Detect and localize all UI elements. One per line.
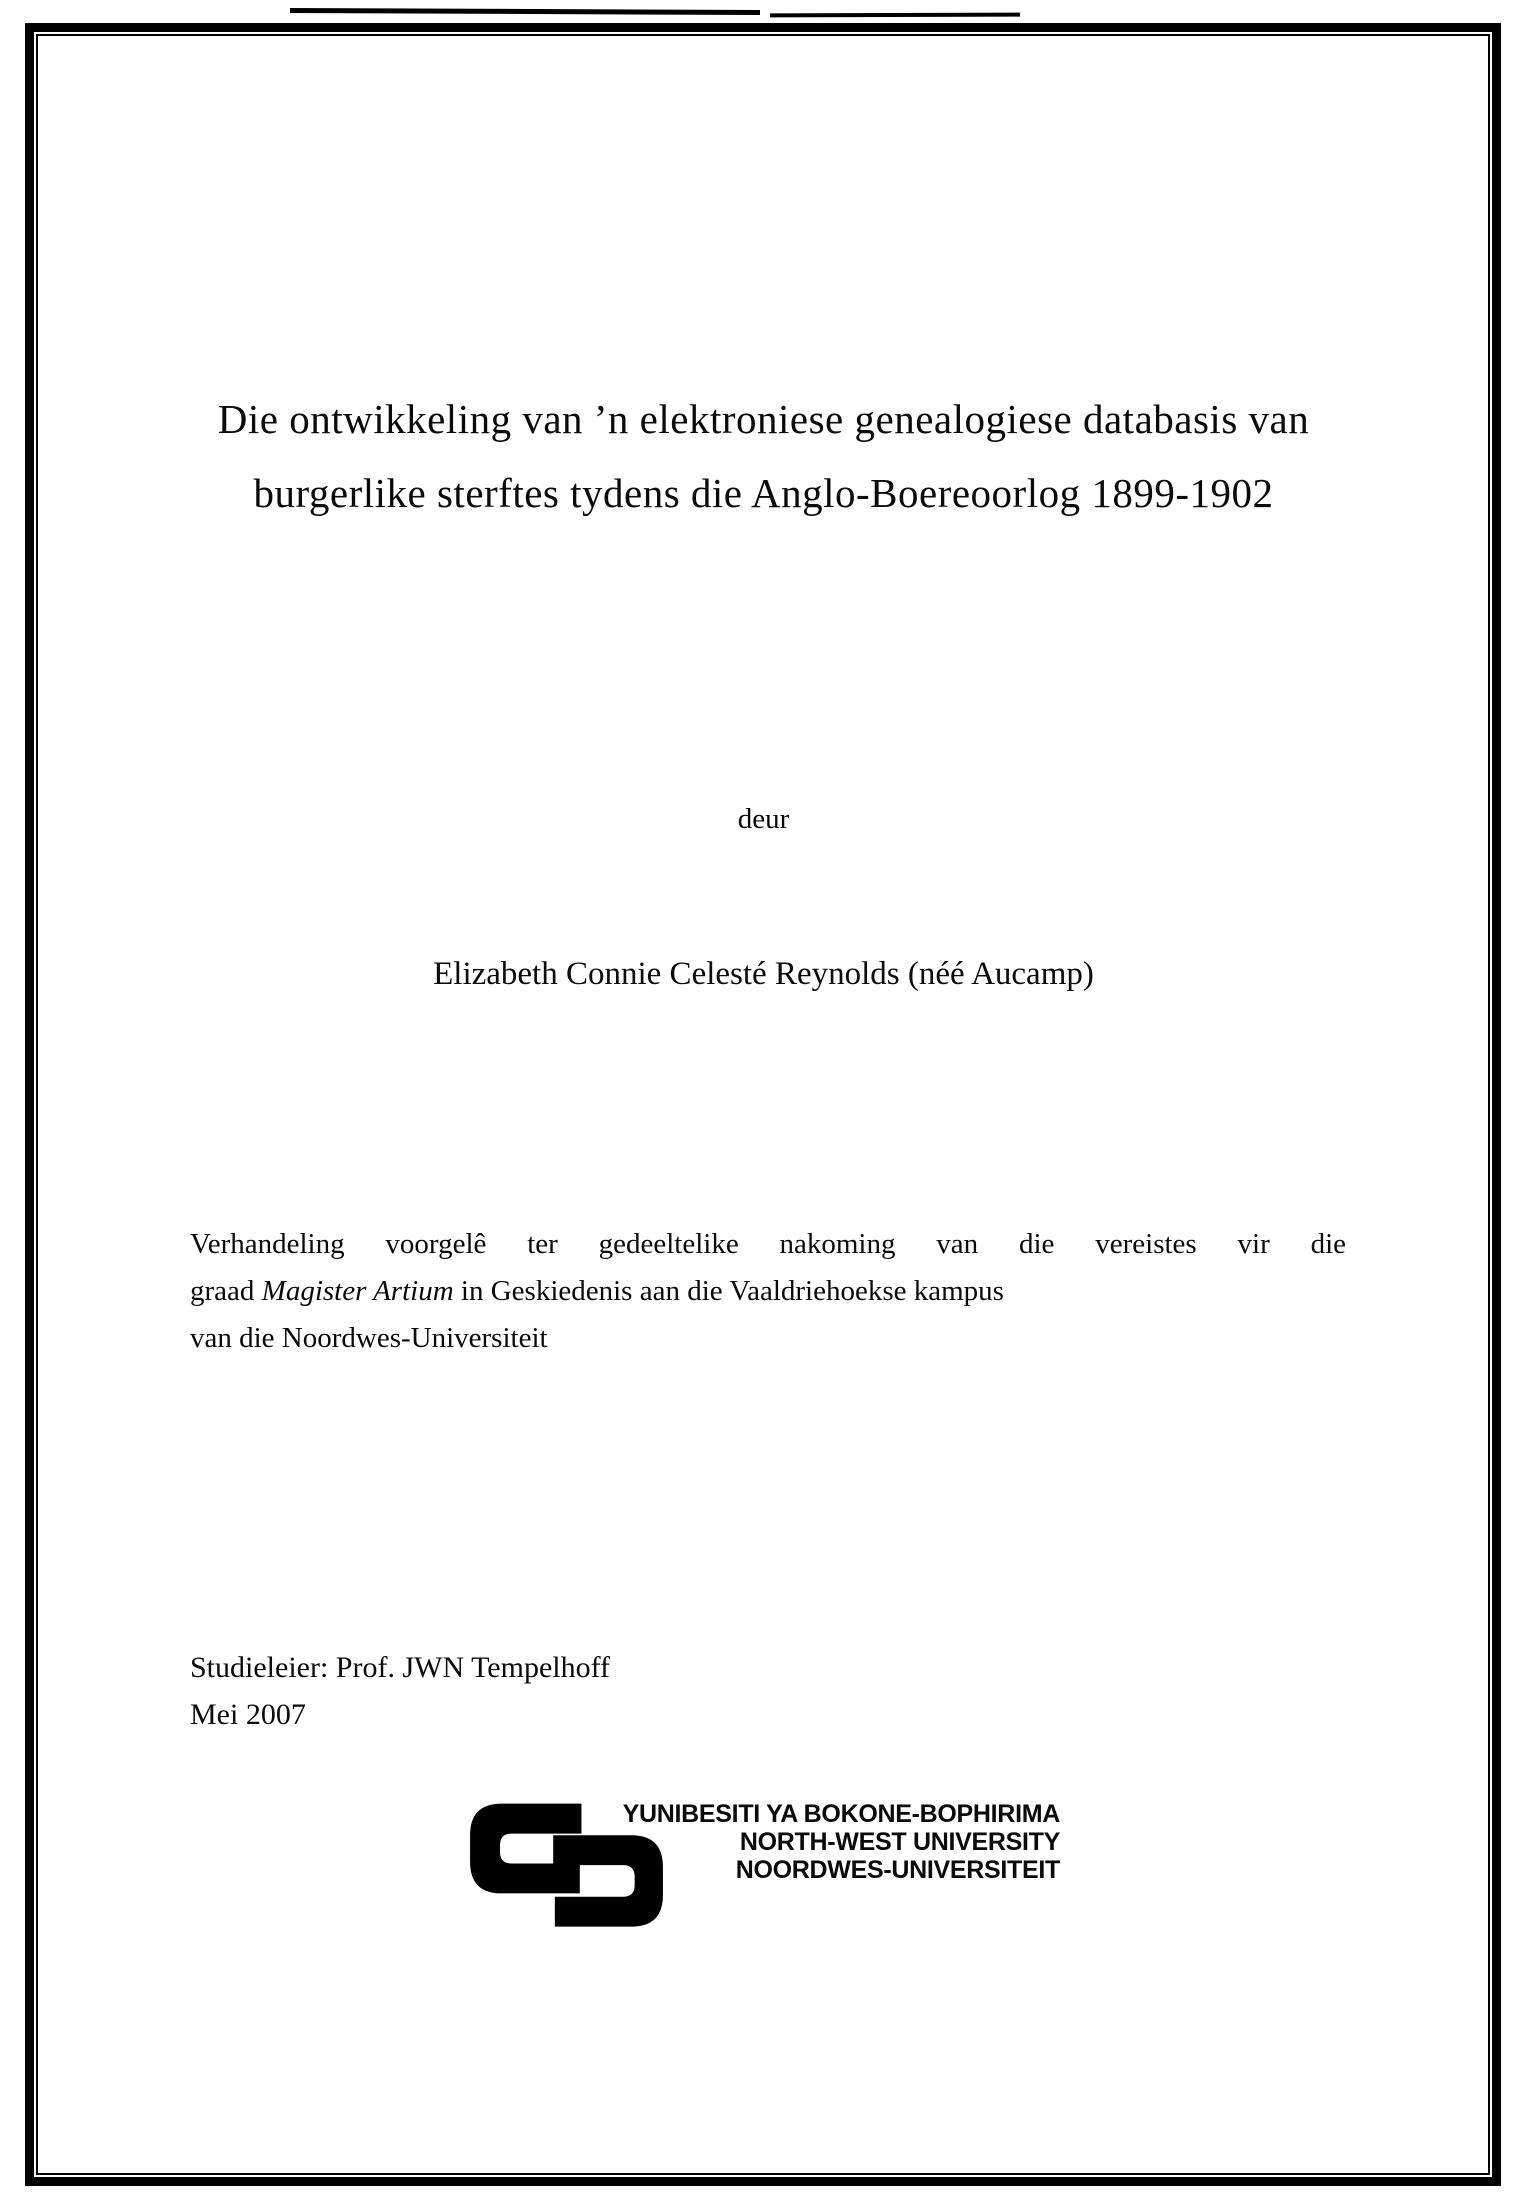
byline: deur <box>737 803 790 835</box>
scan-artifact <box>290 8 760 15</box>
supervisor-block <box>190 1644 1090 1738</box>
degree-statement-line2 <box>190 1268 1346 1315</box>
degree-statement-line3: van die Noordwes-Universiteit <box>190 1322 548 1354</box>
nwu-logo-wordmark <box>588 1800 1060 1884</box>
thesis-title-line1: Die ontwikkeling van ’n elektroniese genealogiese databasis van <box>217 396 1310 442</box>
degree-statement-line1: Verhandeling voorgelê ter gedeeltelike nakoming van die vereistes vir die <box>190 1228 1346 1260</box>
nwu-logo-line3: NOORDWES-UNIVERSITEIT <box>735 1856 1060 1884</box>
scan-artifact <box>770 13 1020 18</box>
thesis-title-line2: burgerlike sterftes tydens die Anglo-Boereoorlog 1899-1902 <box>253 470 1274 516</box>
degree-name: Magister Artium <box>261 1275 454 1307</box>
nwu-logo-line1: YUNIBESITI YA BOKONE-BOPHIRIMA <box>622 1800 1060 1828</box>
nwu-logo-line2: NORTH-WEST UNIVERSITY <box>739 1828 1060 1856</box>
author-name: Elizabeth Connie Celesté Reynolds (néé Aucamp) <box>433 956 1094 992</box>
supervisor-line: Studieleier: Prof. JWN Tempelhoff <box>190 1651 611 1684</box>
degree-statement-line2-post: in Geskiedenis aan die Vaaldriehoekse kampus <box>453 1275 1004 1307</box>
thesis-title <box>60 382 1467 530</box>
date-line: Mei 2007 <box>190 1698 306 1731</box>
degree-statement-line2-pre: graad <box>190 1275 262 1307</box>
degree-statement <box>190 1221 1346 1362</box>
